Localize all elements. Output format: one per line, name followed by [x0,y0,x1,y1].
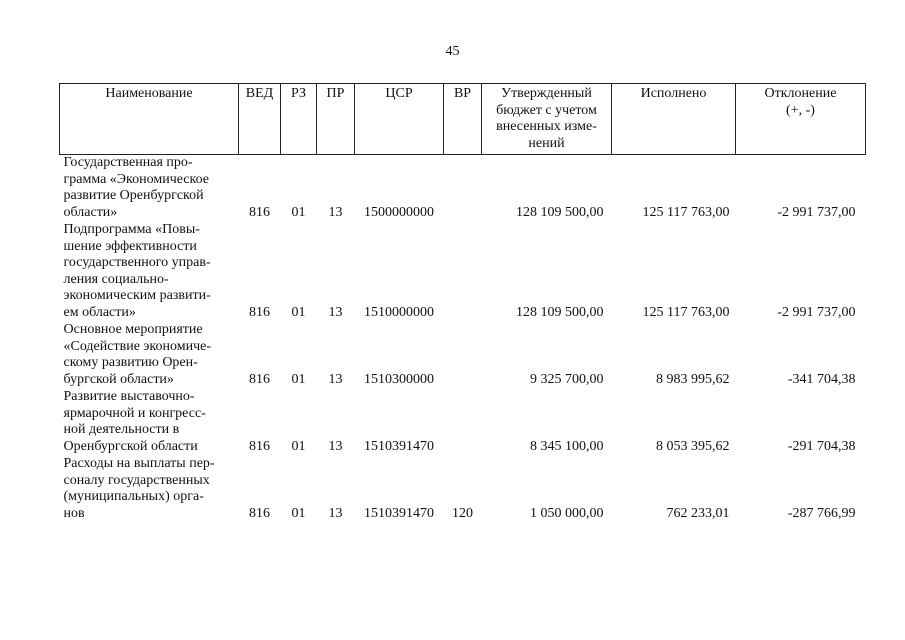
row-rz-cell: 01 [291,505,306,521]
row-deviation-cell: -291 704,38 [787,438,856,454]
header-pr: ПР [317,84,355,155]
header-executed: Исполнено [612,84,736,155]
row-name-cell: Развитие выставочно- ярмарочной и конгресс- ной деятельности в Оренбургской области [63,389,206,454]
row-budget-cell: 128 109 500,00 [516,204,604,220]
row-csr-cell: 1510391470 [364,438,434,454]
row-pr-cell: 13 [328,304,343,320]
row-executed-cell: 8 983 995,62 [656,371,730,387]
table-header-row [60,84,866,155]
table-row [60,155,866,223]
row-pr-cell: 13 [328,438,343,454]
header-csr: ЦСР [355,84,444,155]
row-rz-cell: 01 [291,304,306,320]
budget-table [59,83,866,523]
row-executed-cell: 125 117 763,00 [642,304,730,320]
row-ved-cell: 816 [249,371,270,387]
row-vr-cell: 120 [452,505,473,521]
row-executed-cell: 762 233,01 [666,505,730,521]
row-pr-cell: 13 [328,204,343,220]
header-rz: РЗ [281,84,317,155]
row-ved-cell: 816 [249,438,270,454]
table-row [60,389,866,456]
row-budget-cell: 128 109 500,00 [516,304,604,320]
row-ved-cell: 816 [249,304,270,320]
row-name-cell: Расходы на выплаты пер- соналу государственных (муниципальных) орга- нов [63,456,215,521]
row-pr-cell: 13 [328,371,343,387]
page-number: 45 [445,44,460,59]
row-deviation-cell: -341 704,38 [787,371,856,387]
header-name: Наименование [60,84,239,155]
header-ved: ВЕД [239,84,281,155]
row-vr-cell [444,155,482,223]
row-vr-cell [444,389,482,456]
row-budget-cell: 1 050 000,00 [530,505,604,521]
row-executed-cell: 125 117 763,00 [642,204,730,220]
row-name-cell: Государственная про- грамма «Экономическое развитие Оренбургской области» [63,155,209,220]
header-vr: ВР [444,84,482,155]
table-row [60,222,866,322]
row-ved-cell: 816 [249,204,270,220]
row-rz-cell: 01 [291,438,306,454]
row-deviation-cell: -287 766,99 [787,505,856,521]
row-csr-cell: 1510000000 [364,304,434,320]
row-pr-cell: 13 [328,505,343,521]
header-budget: Утвержденный бюджет с учетом внесенных изме- нений [482,84,612,155]
row-budget-cell: 9 325 700,00 [530,371,604,387]
row-name-cell: Подпрограмма «Повы- шение эффективности государственного управ- ления социально- экономическим развити- ем области» [63,222,211,320]
row-csr-cell: 1510391470 [364,505,434,521]
row-csr-cell: 1510300000 [364,371,434,387]
row-ved-cell: 816 [249,505,270,521]
row-name-cell: Основное мероприятие «Содействие экономиче- скому развитию Орен- бургской области» [63,322,212,387]
header-deviation: Отклонение (+, -) [736,84,866,155]
row-vr-cell [444,322,482,389]
table-row [60,322,866,389]
row-deviation-cell: -2 991 737,00 [777,204,856,220]
row-rz-cell: 01 [291,371,306,387]
row-executed-cell: 8 053 395,62 [656,438,730,454]
row-deviation-cell: -2 991 737,00 [777,304,856,320]
table-row [60,456,866,523]
row-csr-cell: 1500000000 [364,204,434,220]
row-budget-cell: 8 345 100,00 [530,438,604,454]
table-body [60,155,866,524]
row-rz-cell: 01 [291,204,306,220]
row-vr-cell [444,222,482,322]
